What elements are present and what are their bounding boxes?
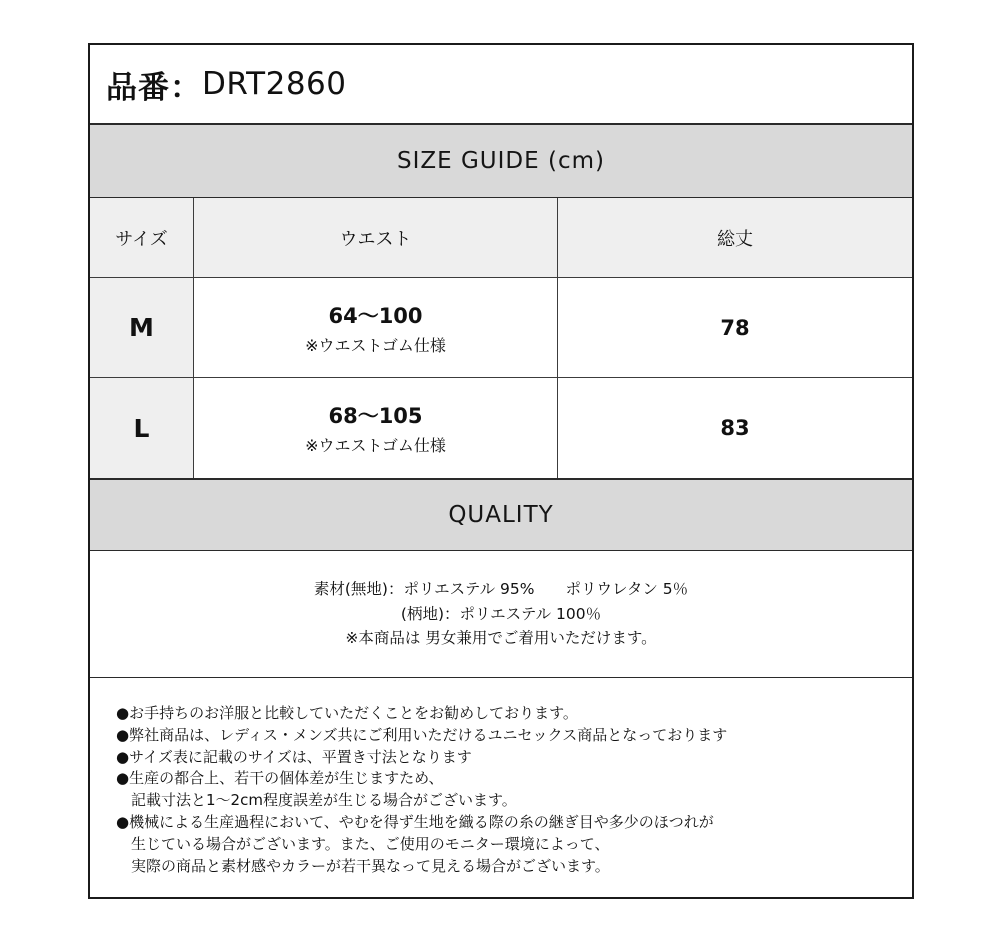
size-guide-title: SIZE GUIDE (cm) [397,148,605,174]
note-line-continuation: 実際の商品と素材感やカラーが若干異なって見える場合がございます。 [131,856,610,875]
material-line-3: ※本商品は 男女兼用でご着用いただけます。 [345,629,657,648]
quality-title: QUALITY [448,502,554,528]
note-line: ●弊社商品は、レディス・メンズ共にご利用いただけるユニセックス商品となっております [116,725,728,744]
note-line: ●機械による生産過程において、やむを得ず生地を織る際の糸の継ぎ目や多少のほつれが [116,812,714,831]
product-number-bar [90,45,912,123]
col-header-waist: ウエスト [193,198,557,277]
waist-value-m: 64～100 [328,303,423,328]
col-header-length: 総丈 [557,198,912,277]
waist-value-l: 68～105 [328,404,423,428]
material-line-2: (柄地)：ポリエステル 100％ [400,604,602,623]
product-code: DRT2860 [202,66,347,102]
size-table-header-row [90,198,912,277]
length-value-l: 83 [720,416,750,440]
waist-note-m: ※ウエストゴム仕様 [305,335,446,355]
note-line: ●お手持ちのお洋服と比較していただくことをお勧めしております。 [116,704,578,722]
size-cell-m: M [90,278,193,377]
size-guide-sheet [88,43,914,899]
length-cell-l [557,378,912,478]
table-row-size-l [90,377,912,478]
quality-band [90,478,912,551]
size-guide-band [90,123,912,198]
note-line: ●サイズ表に記載のサイズは、平置き寸法となります [116,747,472,766]
material-section [90,551,912,677]
length-cell-m [557,278,912,377]
waist-cell-m [193,278,557,377]
waist-cell-l [193,378,557,478]
waist-note-l: ※ウエストゴム仕様 [305,436,446,455]
table-row-size-m [90,277,912,377]
material-line-1: 素材(無地)：ポリエステル 95% ポリウレタン 5％ [313,580,689,599]
note-line-continuation: 記載寸法と1～2cm程度誤差が生じる場合がございます。 [131,791,517,810]
product-number-label: 品番： [106,69,202,106]
note-line: ●生産の都合上、若干の個体差が生じますため、 [116,769,444,788]
col-header-size: サイズ [90,198,193,277]
note-line-continuation: 生じている場合がございます。また、ご使用のモニター環境によって、 [131,834,610,853]
length-value-m: 78 [720,315,750,340]
notes-section [90,677,912,897]
size-cell-l: L [90,378,193,478]
size-table [90,198,912,478]
